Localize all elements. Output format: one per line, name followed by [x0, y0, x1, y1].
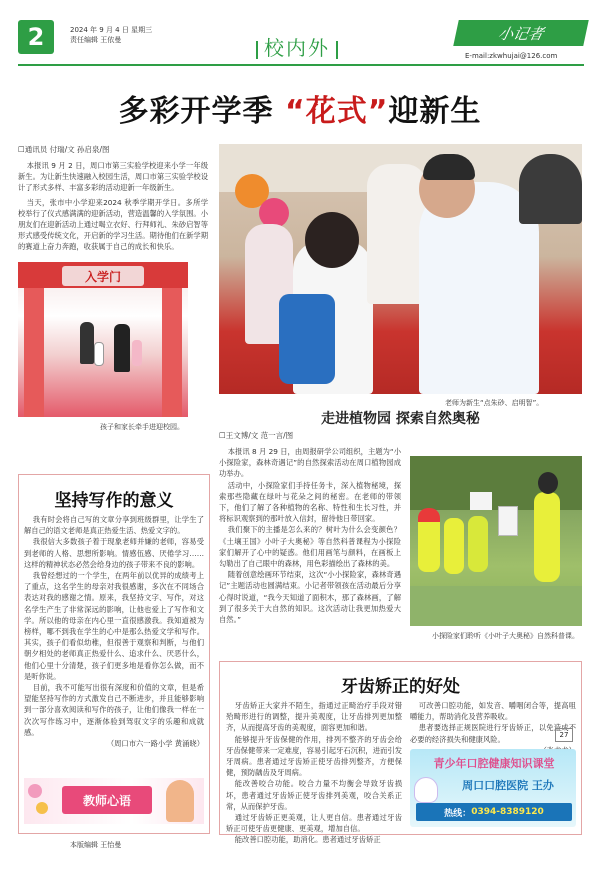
issue-date	[70, 25, 152, 45]
lead-paragraph: 本报讯 9 月 2 日，周口市第三实验学校迎来小学一年级新生。为让新生快速融入校园生活，周口市第三实验学校设计了形式多样、丰富多彩的活动迎新一年级新生。	[18, 161, 208, 193]
teeth-paragraph: 牙齿矫正大家并不陌生，指通过正畸治疗手段对错殆畸形进行的调整，提升美观度，让牙齿排列更加整齐，从而提高牙齿的美观度，面容更加和谐。	[226, 701, 402, 733]
plant-article-title: 走进植物园 探索自然奥秘	[321, 411, 480, 427]
plant-byline: ☐王文博/文 范一言/图	[219, 431, 294, 440]
page-number: 2	[18, 20, 54, 54]
dental-ad	[410, 749, 576, 827]
page-editor: 本版编辑 王怡曼	[70, 841, 122, 849]
teacher-dotting-photo	[219, 144, 582, 394]
plant-paragraph: 本报讯 8 月 29 日，由周报研学公司组织，主题为“小小探险家，森林奇遇记”的自然探索活动在周口植物园成功举办。	[219, 447, 401, 479]
main-photo-caption: 老师为新生“点朱砂、启明智”。	[445, 399, 544, 407]
ad-hotline-label: 热线：	[444, 808, 472, 819]
plant-paragraph: 我们聚下的主播是怎么来的？树叶为什么会变颜色？《土壤王国》小叶子大奥秘》等自然科普课程为小探险家们解开了心中的疑惑。他们用画笔与颜料，在画板上勾勒出了自己眼中的森林，用色彩描绘出了森林的美。	[219, 525, 401, 569]
writing-title: 坚持写作的意义	[54, 491, 174, 511]
writing-paragraph: 我有时会将自己写的文章分享到班级群里，让学生了解自己的语文老师是真正热爱生活、热爱文字的。	[24, 515, 204, 536]
teeth-body-right	[410, 700, 576, 756]
lead-paragraph: 当天，张市中小学迎来2024 秋季学期开学日。多所学校举行了仪式感满满的迎新活动，营造温馨的入学氛围。小朋友们在迎新活动上通过喝立衣好、行拜师礼、朱砂启智等形式感受传统文化，开启新的学习生活。期待他们在新学期的赛道上奋力奔跑，收获属于自己的成长和快乐。	[18, 197, 208, 252]
teeth-paragraph: 可改善口腔功能，如发音、嚼咽闭合等，提高咀嚼能力，帮助消化及营养吸收。	[410, 701, 576, 722]
lead-byline: ☐通讯员 付瑞/文 孙启泉/图	[18, 145, 110, 154]
teeth-paragraph: 能改善口腔功能，助消化。患者通过牙齿矫正	[234, 835, 381, 845]
gate-sign: 入学门	[62, 266, 144, 286]
teacher-voice-label: 教师心语	[62, 786, 152, 814]
plant-paragraph: 随着创意绘画环节结束，这次“小小探险家，森林奇遇记”主题活动也圆满结束。小记者带领孩在活动最后分享心得时说道，“我今天知道了面积木，那了森林画，了解到了很多关于大自然的知识。这次活动让我更加热爱大自然。”	[219, 570, 401, 625]
writing-paragraph: 我曾经想过的一个学生，在两年前以优异的成绩考上了重点，这名学生的母亲对我很感谢，多次在不同场合表达对我的感谢之情。原来，我坚持文字、写作，对这名学生产生了非常深远的影响，让他也爱上了写作和文学。所以他的母亲在内心里一直很感激我。我知道被为榜样，哪不到我在学生的心中是那么热爱文学和写作。其实，孩子们看似幼稚，但很善于观察和判断，与他们朝夕相处的老师真正热爱什么、追求什么、厌恶什么，他们心里十分清楚，孩子们更多地是看你怎么做，而不是听你说。	[24, 571, 204, 681]
header-divider	[18, 64, 584, 66]
date-text: 2024 年 9 月 4 日 星期三	[70, 26, 153, 34]
school-gate-photo	[18, 262, 188, 417]
tooth-icon	[414, 777, 438, 803]
ad-hotline	[416, 803, 572, 821]
writing-author: （周口市六一路小学 黄涌晓）	[106, 739, 204, 749]
headline-part-3: 迎新生	[388, 94, 482, 129]
teeth-paragraph: 患者要选择正规医院进行牙齿矫正，以免造成不必要的经济损失和健康风险。	[410, 723, 576, 744]
writing-paragraph: 目前，我不可能写出很有深度和价值的文章，但是希望能坚持写作的方式激发自己不断进步，并且能够影响到一部分喜欢阅读和写作的孩子，让他们像我一样在一次次写作练习中，逐渐体验到驾驭文字的乐趣和成就感。	[24, 683, 204, 737]
headline-part-2: “花式”	[285, 94, 389, 129]
teeth-paragraph: 能够提升牙齿保健的作用，排列不整齐的牙齿会给牙齿保健带来一定难度，容易引起牙石沉积，进而引发牙周病。患者通过牙齿矫正使牙齿排列整齐，方便保健，预防龋齿及牙周病。	[226, 734, 402, 778]
teeth-qr-number: 27	[555, 728, 573, 742]
plant-body	[219, 446, 401, 625]
plant-paragraph: 活动中，小探险家们手持任务卡，深入植物秘境，探索那些隐藏在绿叶与花朵之间的秘密。在老师的带领下，他们了解了各种植物的名称、特性和生长习性，并将标识观察到的那叶放入信封，留待他日带回家。	[219, 480, 401, 524]
writing-paragraph: 我很信大多数孩子着于现象老师并嫌的老师，容易受到老师的人格、思想所影响。情感伍感、厌倦学习……这样的精神状态必然会给身边的孩子带来不良的影响。	[24, 537, 204, 569]
teeth-paragraph: 通过牙齿矫正更美观，让人更自信。患者通过牙齿矫正可使牙齿更健康、更美观，增加自信。	[226, 813, 402, 834]
brand-logo: 小记者	[453, 20, 589, 46]
gate-photo-caption: 孩子和家长牵手进迎校园。	[100, 423, 184, 431]
ad-title: 青少年口腔健康知识课堂	[433, 757, 555, 770]
email-address: E-mail:zkwhujai@126.com	[465, 52, 558, 60]
editor-text: 责任编辑 王依曼	[70, 36, 122, 44]
writing-body	[24, 514, 204, 749]
teeth-article-title: 牙齿矫正的好处	[341, 677, 460, 697]
teeth-paragraph: 能改善咬合功能。咬合力量不均衡会导致牙齿损坏，患者通过牙齿矫正使牙齿排列美观，咬合关系正常，从而保护牙齿。	[226, 779, 402, 811]
teacher-voice-banner	[24, 778, 204, 824]
lead-body	[18, 160, 208, 253]
section-label: 校内外	[264, 36, 330, 60]
page-headline	[0, 86, 600, 130]
section-title	[250, 32, 344, 61]
ad-hotline-number: 0394-8389120	[471, 807, 544, 817]
plant-photo-caption: 小探险家们聆听《小叶子大奥秘》自然科普课。	[432, 632, 579, 640]
teeth-body-left	[226, 700, 402, 846]
plant-class-photo	[410, 456, 582, 626]
headline-part-1: 多彩开学季	[118, 94, 274, 129]
ad-hospital: 周口口腔医院 王办	[462, 779, 554, 792]
